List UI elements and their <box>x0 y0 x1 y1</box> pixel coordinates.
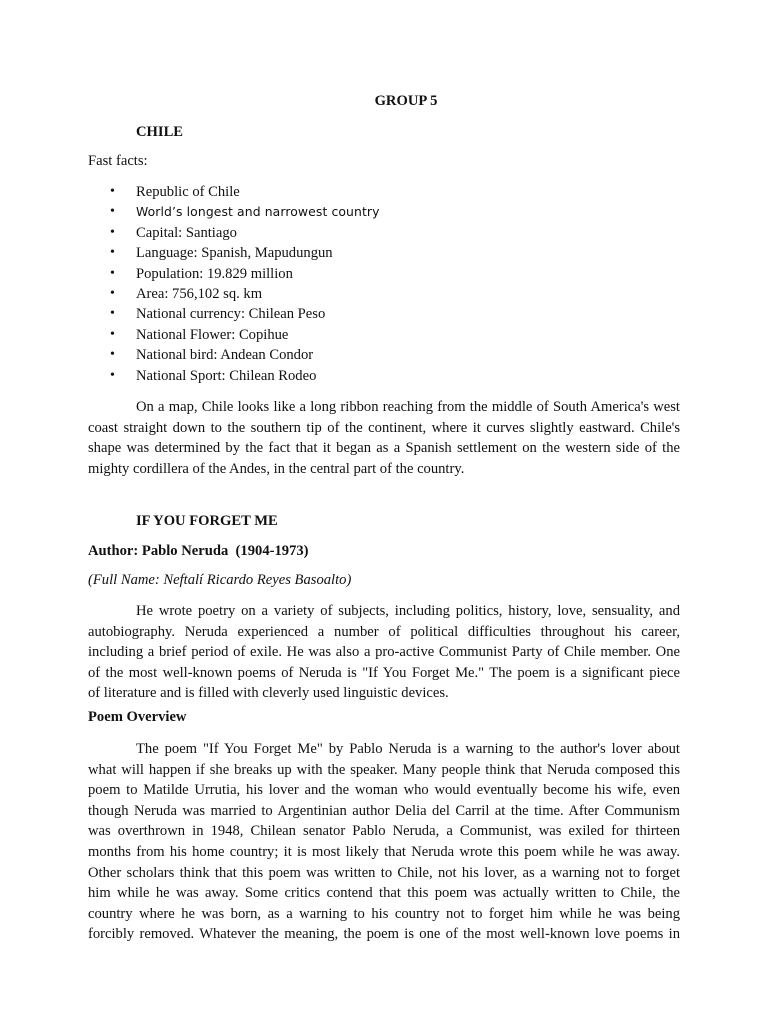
paragraph-line: autobiography. Neruda experienced a number of political difficulties throughout his career, <box>88 623 680 640</box>
paragraph-line: coast straight down to the southern tip of the continent, where it curves slightly eastward. Chile's <box>88 419 680 436</box>
group-title: GROUP 5 <box>374 93 438 109</box>
list-item <box>0 202 380 222</box>
list-item <box>0 284 380 304</box>
bullet-icon: • <box>110 326 115 342</box>
bullet-icon: • <box>110 245 115 261</box>
fact-text: National bird: Andean Condor <box>136 347 314 364</box>
overview-paragraph <box>88 739 680 945</box>
bullet-icon: • <box>110 224 115 240</box>
paragraph-line: of the most well-known poems of Neruda is "If You Forget Me." The poem is a significant piece <box>88 664 680 681</box>
paragraph-line: mighty cordillera of the Andes, in the central part of the country. <box>88 460 465 477</box>
list-item <box>0 264 380 284</box>
paragraph-line: though Neruda was married to Argentinian author Delia del Carril at the time. After Communism <box>88 802 680 819</box>
fact-text: Population: 19.829 million <box>136 265 293 282</box>
paragraph-line: The poem "If You Forget Me" by Pablo Neruda is a warning to the author's lover about <box>136 741 680 757</box>
bullet-icon: • <box>110 347 115 363</box>
paragraph-line: of literature and is filled with cleverly used linguistic devices. <box>88 685 449 702</box>
paragraph-line: forcibly removed. Whatever the meaning, the poem is one of the most well-known love poems in <box>88 926 680 943</box>
fact-text: Capital: Santiago <box>136 224 237 241</box>
paragraph-line: He wrote poetry on a variety of subjects, including politics, history, love, sensuality, and <box>136 603 680 619</box>
paragraph-line: him while he was away. Some critics contend that this poem was actually written to Chile, the <box>88 885 680 902</box>
paragraph-line: was overthrown in 1948, Chilean senator Pablo Neruda, a Communist, was exiled for thirteen <box>88 823 680 840</box>
bio-paragraph <box>88 601 680 704</box>
bullet-icon: • <box>110 184 115 199</box>
author-full-name: (Full Name: Neftalí Ricardo Reyes Basoalto) <box>88 572 352 588</box>
fast-facts-label: Fast facts: <box>88 153 148 169</box>
fact-text: Language: Spanish, Mapudungun <box>136 245 333 262</box>
paragraph-line: months from his home country; it is most likely that Neruda wrote this poem while he was away. <box>88 843 680 860</box>
fact-text: Republic of Chile <box>136 184 240 200</box>
intro-paragraph <box>88 397 680 479</box>
overview-heading: Poem Overview <box>88 709 187 725</box>
bullet-icon: • <box>110 367 115 383</box>
list-item <box>0 345 380 365</box>
bullet-icon: • <box>110 285 115 301</box>
paragraph-line: country where he was born, as a warning to his country not to forget him while he was being <box>88 905 680 922</box>
paragraph-line: shape was determined by the fact that it began as a Spanish settlement on the western side of the <box>88 440 680 457</box>
paragraph-line: including a brief period of exile. He was also a pro-active Communist Party of Chile member. One <box>88 644 680 661</box>
fact-text: National currency: Chilean Peso <box>136 306 326 323</box>
bullet-icon: • <box>110 265 115 281</box>
bullet-icon: • <box>110 204 116 220</box>
paragraph-line: On a map, Chile looks like a long ribbon reaching from the middle of South America's west <box>136 399 680 415</box>
poem-author: Author: Pablo Neruda (1904-1973) <box>88 543 309 559</box>
fact-text: World’s longest and narrowest country <box>136 204 380 220</box>
paragraph-line: Other scholars think that this poem was written to Chile, not his lover, as a warning not to forget <box>88 864 680 881</box>
paragraph-line: what will happen if she breaks up with the speaker. Many people think that Neruda composed this <box>88 761 680 778</box>
fact-text: National Flower: Copihue <box>136 326 289 343</box>
fact-text: National Sport: Chilean Rodeo <box>136 367 317 384</box>
fact-text: Area: 756,102 sq. km <box>136 285 263 302</box>
paragraph-line: poem to Matilde Urrutia, his lover and the woman who would eventually become his wife, even <box>88 782 680 799</box>
list-item <box>0 304 380 324</box>
list-item <box>0 182 380 202</box>
list-item <box>0 243 380 263</box>
poem-title: IF YOU FORGET ME <box>136 513 278 529</box>
list-item <box>0 223 380 243</box>
fast-facts-list <box>0 182 380 386</box>
country-heading: CHILE <box>136 124 184 140</box>
list-item <box>0 366 380 386</box>
list-item <box>0 325 380 345</box>
bullet-icon: • <box>110 306 115 322</box>
